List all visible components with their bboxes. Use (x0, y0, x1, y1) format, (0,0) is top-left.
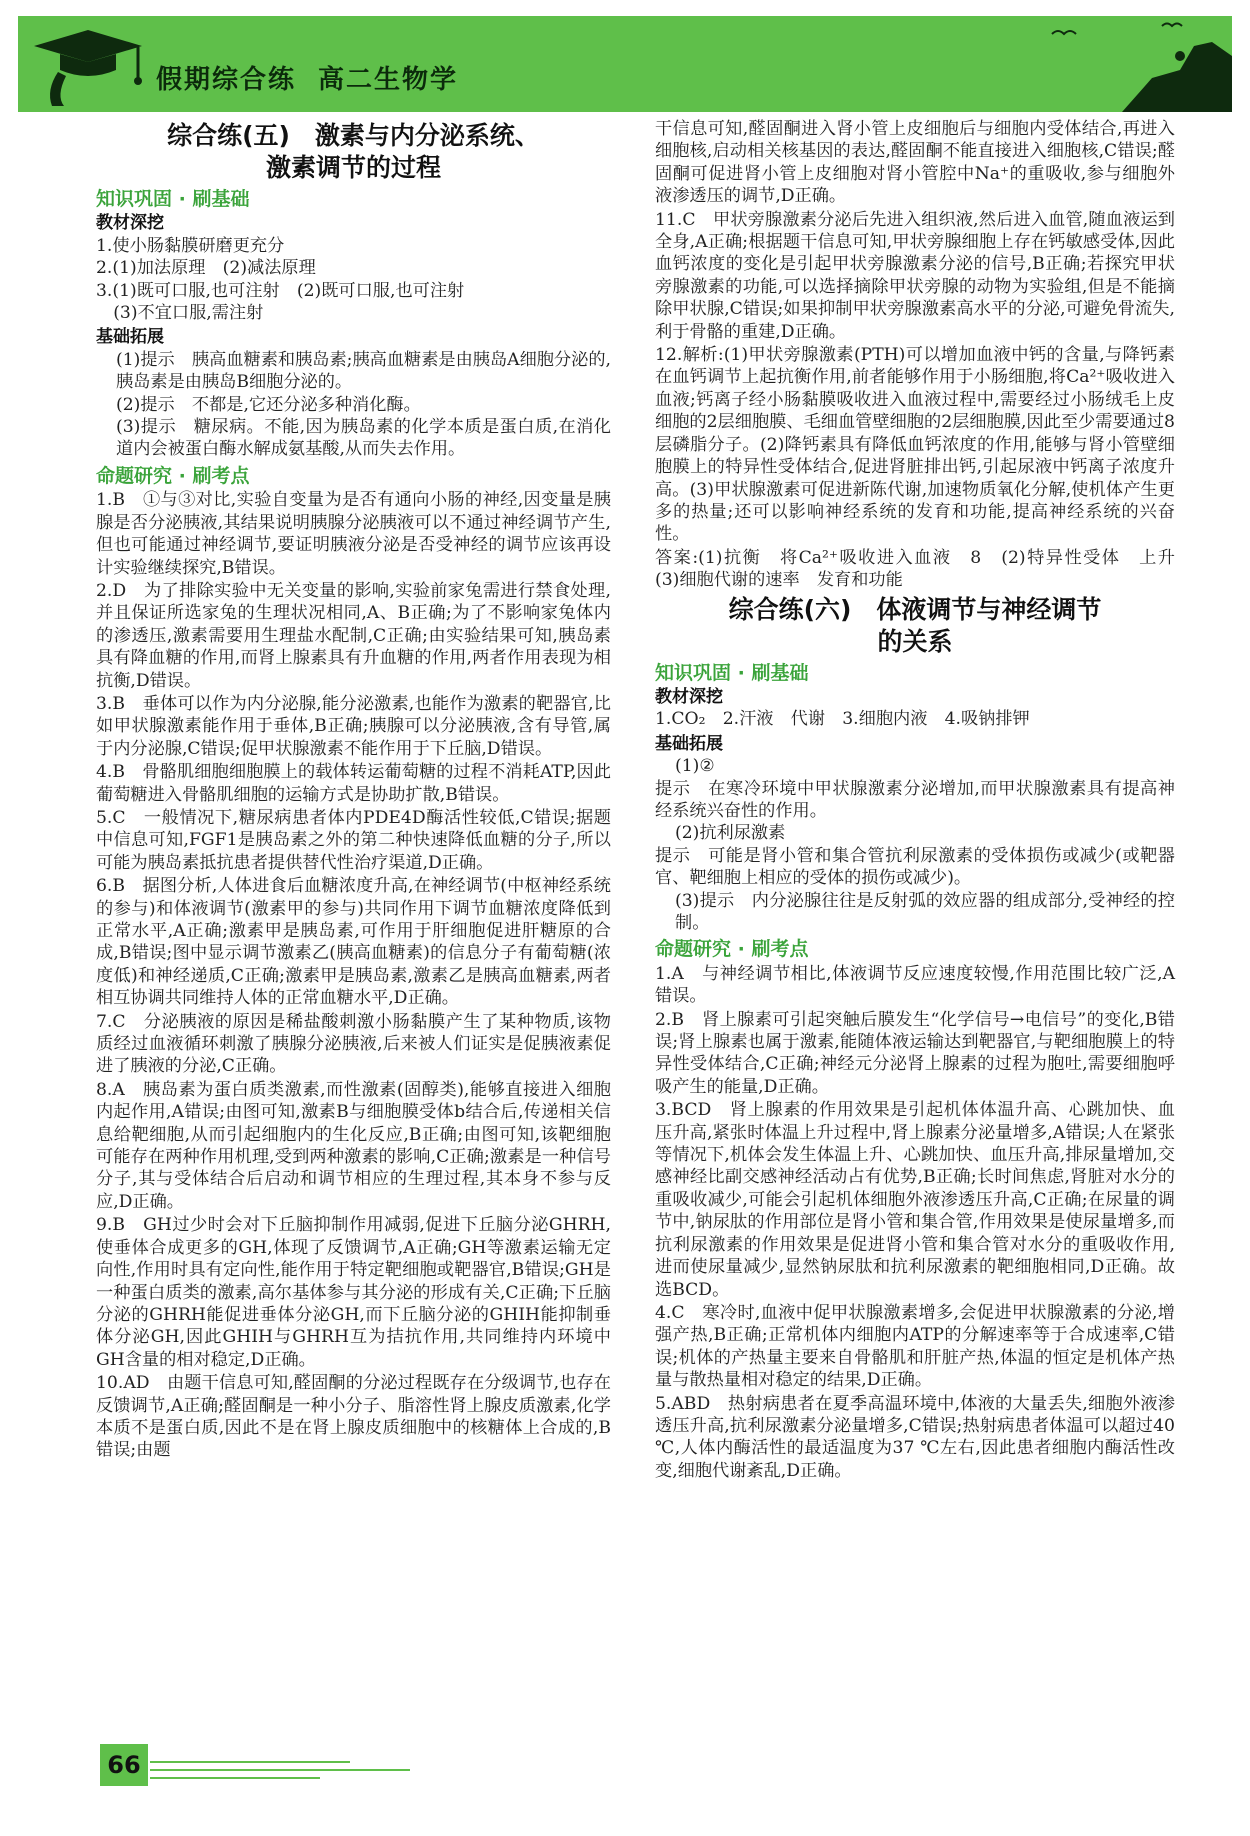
question-item: 11.C 甲状旁腺激素分泌后先进入组织液,然后进入血管,随血液运到全身,A正确;根据题干信息可知,甲状旁腺细胞上存在钙敏感受体,因此血钙浓度的变化是引起甲状旁腺激素分泌的信号,B正确;若探究甲状旁腺激素的功能,可以选择摘除甲状旁腺的动物为实验组,但是不能摘除甲状腺,C错误;如果抑制甲状旁腺激素高水平的分泌,可避免骨流失,利于骨骼的重建,D正确。 (655, 209, 1175, 342)
left-column (96, 118, 611, 1463)
answer-item: 答案:(1)抗衡 将Ca²⁺吸收进入血液 8 (2)特异性受体 上升 (3)细胞代谢的速率 发育和功能 (655, 547, 1193, 591)
section-title-line: 激素调节的过程 (265, 153, 441, 182)
header-title-left: 假期综合练 (156, 65, 297, 95)
list-item: (1)② (675, 756, 715, 777)
list-item: 1.CO₂ 2.汗液 代谢 3.细胞内液 4.吸钠排钾 (655, 709, 1030, 730)
section-title-6 (655, 594, 1175, 658)
mini-heading: 教材深挖 (96, 213, 164, 234)
question-item: 10.AD 由题干信息可知,醛固酮的分泌过程既存在分级调节,也存在反馈调节,A正确;醛固酮是一种小分子、脂溶性肾上腺皮质激素,化学本质不是蛋白质,因此不是在肾上腺皮质细胞中的核糖体上合成的,B错误;由题 (96, 1373, 611, 1461)
right-column (655, 118, 1193, 1483)
list-item: 提示 在寒冷环境中甲状腺激素分泌增加,而甲状腺激素具有提高神经系统兴奋性的作用。 (655, 778, 1175, 821)
mini-heading: 基础拓展 (655, 733, 723, 754)
sub-heading: 命题研究 · 刷考点 (96, 464, 250, 487)
list-item: 3.(1)既可口服,也可注射 (2)既可口服,也可注射 (96, 280, 465, 301)
question-item: 5.C 一般情况下,糖尿病患者体内PDE4D酶活性较低,C错误;据题中信息可知,FGF1是胰岛素之外的第二种快速降低血糖的分子,所以可能为胰岛素抵抗患者提供替代性治疗渠道,D正确。 (96, 807, 611, 873)
list-item: 2.(1)加法原理 (2)减法原理 (96, 258, 316, 279)
section-title-line: 的关系 (877, 626, 953, 656)
header-title (156, 59, 480, 96)
footer-decoration (150, 1756, 430, 1786)
question-item: 7.C 分泌胰液的原因是稀盐酸刺激小肠黏膜产生了某种物质,该物质经过血液循环刺激了胰腺分泌胰液,后来被人们证实是促胰液素促进了胰液的分泌,C正确。 (96, 1011, 611, 1077)
sub-heading: 知识巩固 · 刷基础 (96, 188, 250, 210)
list-item: (1)提示 胰高血糖素和胰岛素;胰高血糖素是由胰岛A细胞分泌的,胰岛素是由胰岛B细胞分泌的。 (116, 349, 611, 393)
section-title-5 (96, 120, 611, 184)
question-item: 1.B ①与③对比,实验自变量为是否有通向小肠的神经,因变量是胰腺是否分泌胰液,其结果说明胰腺分泌胰液可以不通过神经调节产生,但也可能通过神经调节,要证明胰液分泌是否受神经的调节应该再设计实验继续探究,B错误。 (96, 490, 611, 578)
question-item: 5.ABD 热射病患者在夏季高温环境中,体液的大量丢失,细胞外液渗透压升高,抗利尿激素分泌量增多,C错误;热射病患者体温可以超过40 ℃,人体内酶活性的最适温度为37 ℃左右,因此患者细胞内酶活性改变,细胞代谢紊乱,D正确。 (655, 1393, 1175, 1481)
list-item: (3)提示 内分泌腺往往是反射弧的效应器的组成部分,受神经的控制。 (675, 890, 1175, 933)
list-item: 提示 可能是肾小管和集合管抗利尿激素的受体损伤或减少(或靶器官、靶细胞上相应的受体的损伤或减少)。 (655, 845, 1175, 889)
climber-icon (1012, 16, 1232, 112)
list-item: 1.使小肠黏膜研磨更充分 (96, 235, 285, 256)
mini-heading: 教材深挖 (655, 686, 723, 707)
header-title-right: 高二生物学 (318, 65, 459, 95)
question-item: 12.解析:(1)甲状旁腺激素(PTH)可以增加血液中钙的含量,与降钙素在血钙调节上起抗衡作用,前者能够作用于小肠细胞,将Ca²⁺吸收进入血液;钙离子经小肠黏膜吸收进入血液过程中,需要经过小肠绒毛上皮细胞的2层细胞膜、毛细血管壁细胞的2层细胞膜,因此至少需要通过8层磷脂分子。(2)降钙素具有降低血钙浓度的作用,能够与肾小管壁细胞膜上的特异性受体结合,促进肾脏排出钙,引起尿液中钙离子浓度升高。(3)甲状腺激素可促进新陈代谢,加速物质氧化分解,使机体产生更多的热量;还可以影响神经系统的发育和功能,提高神经系统的兴奋性。 (655, 345, 1175, 545)
question-item: 2.B 肾上腺素可引起突触后膜发生“化学信号→电信号”的变化,B错误;肾上腺素也属于激素,能随体液运输达到靶器官,与靶细胞膜上的特异性受体结合,C正确;神经元分泌肾上腺素的过程为胞吐,需要细胞呼吸产生的能量,D正确。 (655, 1009, 1175, 1097)
question-item: 9.B GH过少时会对下丘脑抑制作用减弱,促进下丘脑分泌GHRH,使垂体合成更多的GH,体现了反馈调节,A正确;GH等激素运输无定向性,作用时具有定向性,能作用于特定靶细胞或靶器官,B错误;GH是一种蛋白质类的激素,高尔基体参与其分泌的形成有关,C正确;下丘脑分泌的GHRH能促进垂体分泌GH,而下丘脑分泌的GHIH能抑制垂体分泌GH,因此GHIH与GHRH互为拮抗作用,共同维持内环境中GH含量的相对稳定,D正确。 (96, 1215, 611, 1370)
list-item: (2)提示 不都是,它还分泌多种消化酶。 (116, 394, 421, 415)
sub-heading: 知识巩固 · 刷基础 (655, 661, 809, 684)
list-item: (2)抗利尿激素 (675, 823, 786, 844)
question-item: 3.BCD 肾上腺素的作用效果是引起机体体温升高、心跳加快、血压升高,紧张时体温上升过程中,肾上腺素分泌量增多,A错误;人在紧张等情况下,机体会发生体温上升、心跳加快、血压升高,排尿量增加,交感神经比副交感神经活动占有优势,B正确;长时间焦虑,肾脏对水分的重吸收减少,可能会引起机体细胞外液渗透压升高,C正确;在尿量的调节中,钠尿肽的作用部位是肾小管和集合管,作用效果是使尿量增多,而抗利尿激素的作用效果是促进肾小管和集合管对水分的重吸收作用,进而使尿量减少,显然钠尿肽和抗利尿激素的靶细胞相同,D正确。故选BCD。 (655, 1100, 1175, 1300)
list-item: (3)不宜口服,需注射 (96, 303, 264, 324)
question-item: 1.A 与神经调节相比,体液调节反应速度较慢,作用范围比较广泛,A错误。 (655, 963, 1175, 1007)
section-title-line: 综合练(五) 激素与内分泌系统、 (167, 121, 540, 150)
list-item: (3)提示 糖尿病。不能,因为胰岛素的化学本质是蛋白质,在消化道内会被蛋白酶水解成氨基酸,从而失去作用。 (116, 417, 611, 460)
graduation-cap-icon (26, 26, 146, 106)
mini-heading: 基础拓展 (96, 327, 164, 348)
page-header (18, 16, 1232, 112)
question-item: 干信息可知,醛固酮进入肾小管上皮细胞后与细胞内受体结合,再进入细胞核,启动相关核基因的表达,醛固酮不能直接进入细胞核,C错误;醛固酮可促进肾小管上皮细胞对肾小管腔中Na⁺的重吸收,参与细胞外液渗透压的调节,D正确。 (655, 119, 1175, 207)
page-number: 66 (100, 1744, 148, 1786)
question-item: 2.D 为了排除实验中无关变量的影响,实验前家兔需进行禁食处理,并且保证所选家兔的生理状况相同,A、B正确;为了不影响家兔体内的渗透压,激素需要用生理盐水配制,C正确;由实验结果可知,胰岛素具有降血糖的作用,而肾上腺素具有升血糖的作用,两者作用表现为相抗衡,D错误。 (96, 580, 611, 691)
question-item: 4.C 寒冷时,血液中促甲状腺激素增多,会促进甲状腺激素的分泌,增强产热,B正确;正常机体内细胞内ATP的分解速率等于合成速率,C错误;机体的产热量主要来自骨骼肌和肝脏产热,体温的恒定是机体产热量与散热量相对稳定的结果,D正确。 (655, 1302, 1175, 1391)
sub-heading: 命题研究 · 刷考点 (655, 938, 809, 961)
bird-icon (1162, 24, 1182, 27)
question-item: 4.B 骨骼肌细胞细胞膜上的载体转运葡萄糖的过程不消耗ATP,因此葡萄糖进入骨骼肌细胞的运输方式是协助扩散,B错误。 (96, 762, 611, 805)
question-item: 3.B 垂体可以作为内分泌腺,能分泌激素,也能作为激素的靶器官,比如甲状腺激素能作用于垂体,B正确;胰腺可以分泌胰液,含有导管,属于内分泌腺,C错误;促甲状腺激素不能作用于下丘脑,D错误。 (96, 693, 611, 759)
section-title-line: 综合练(六) 体液调节与神经调节 (728, 594, 1102, 624)
question-item: 6.B 据图分析,人体进食后血糖浓度升高,在神经调节(中枢神经系统的参与)和体液调节(激素甲的参与)共同作用下调节血糖浓度降低到正常水平,A正确;激素甲是胰岛素,可作用于肝细胞促进肝糖原的合成,B错误;图中显示调节激素乙(胰高血糖素)的信息分子有葡萄糖(浓度低)和神经递质,C正确;激素甲是胰岛素,激素乙是胰高血糖素,两者相互协调共同维持人体的正常血糖水平,D正确。 (96, 876, 611, 1009)
bird-icon (1052, 31, 1076, 34)
question-item: 8.A 胰岛素为蛋白质类激素,而性激素(固醇类),能够直接进入细胞内起作用,A错误;由图可知,激素B与细胞膜受体b结合后,传递相关信息给靶细胞,从而引起细胞内的生化反应,B正确;由图可知,该靶细胞可能存在两种作用机理,受到两种激素的影响,C正确;激素是一种信号分子,其与受体结合后启动和调节相应的生理过程,其本身不参与反应,D正确。 (96, 1079, 611, 1212)
